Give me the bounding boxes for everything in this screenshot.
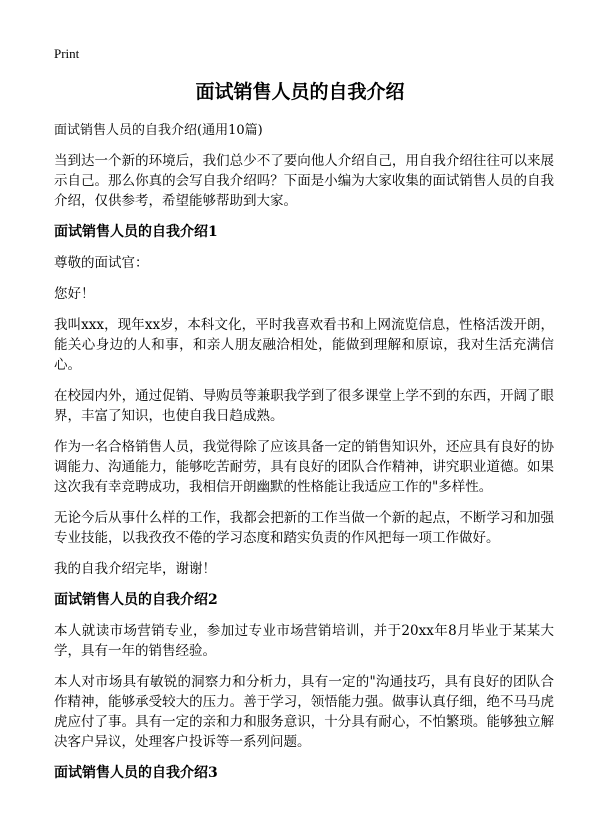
paragraph: 我的自我介绍完毕，谢谢！: [54, 561, 216, 577]
paragraph: 无论今后从事什么样的工作，我都会把新的工作当做一个新的起点，不断学习和加强专业技能，以我孜孜不倦的学习态度和踏实负责的作风把每一项工作做好。: [54, 510, 554, 546]
section-heading-1: 面试销售人员的自我介绍1: [54, 224, 218, 240]
paragraph: 本人对市场具有敏锐的洞察力和分析力，具有一定的"沟通技巧，具有良好的团队合作精神，能够承受较大的压力。善于学习，领悟能力强。做事认真仔细，绝不马马虎虎应付了事。具有一定的亲和力和服务意识，十分具有耐心，不怕繁琐。能够独立解决客户异议，处理客户投诉等一系列问题。: [54, 674, 554, 750]
paragraph: 尊敬的面试官：: [54, 255, 149, 271]
document-body: [54, 122, 554, 794]
intro-paragraph: 当到达一个新的环境后，我们总少不了要向他人介绍自己，用自我介绍往往可以来展示自己。那么你真的会写自我介绍吗？下面是小编为大家收集的面试销售人员的自我介绍，仅供参考，希望能够帮助到大家。: [54, 153, 554, 209]
print-label[interactable]: Print: [54, 46, 80, 61]
section-heading-2: 面试销售人员的自我介绍2: [54, 592, 218, 608]
document-title: 面试销售人员的自我介绍: [195, 81, 405, 103]
paragraph: 在校园内外，通过促销、导购员等兼职我学到了很多课堂上学不到的东西，开阔了眼界，丰富了知识，也使自我日趋成熟。: [54, 388, 554, 424]
paragraph: 我叫xxx，现年xx岁，本科文化，平时我喜欢看书和上网流览信息，性格活泼开朗，能关心身边的人和事，和亲人朋友融洽相处，能做到理解和原谅，我对生活充满信心。: [54, 317, 554, 373]
section-heading-3: 面试销售人员的自我介绍3: [54, 765, 218, 781]
paragraph: 本人就读市场营销专业，参加过专业市场营销培训，并于20xx年8月毕业于某某大学，具有一年的销售经验。: [54, 623, 554, 659]
paragraph: 您好！: [54, 286, 95, 302]
document-subtitle: 面试销售人员的自我介绍(通用10篇): [54, 123, 263, 138]
paragraph: 作为一名合格销售人员，我觉得除了应该具备一定的销售知识外，还应具有良好的协调能力、沟通能力，能够吃苦耐劳，具有良好的团队合作精神，讲究职业道德。如果这次我有幸竞聘成功，我相信开朗幽默的性格能让我适应工作的"多样性。: [54, 439, 554, 495]
